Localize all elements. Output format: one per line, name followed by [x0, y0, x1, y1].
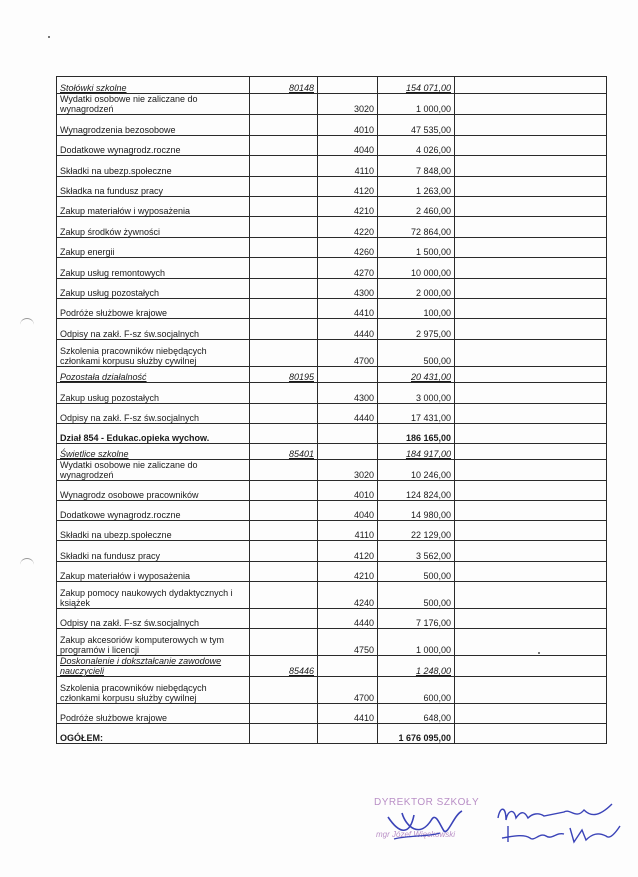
- amount-cell: 10 000,00: [378, 258, 455, 279]
- paragraph-code: 4410: [318, 299, 378, 319]
- table-row: [57, 541, 607, 562]
- table-row: [57, 136, 607, 156]
- empty-cell: [455, 481, 607, 501]
- amount-cell: 154 071,00: [378, 77, 455, 94]
- chapter-code: [250, 94, 318, 115]
- table-row: [57, 156, 607, 177]
- item-name: Dodatkowe wynagrodz.roczne: [57, 136, 250, 156]
- empty-cell: [455, 724, 607, 744]
- amount-cell: 124 824,00: [378, 481, 455, 501]
- empty-cell: [455, 367, 607, 383]
- empty-cell: [455, 656, 607, 677]
- table-row: [57, 481, 607, 501]
- item-name: Wynagrodzenia bezosobowe: [57, 115, 250, 136]
- amount-cell: 500,00: [378, 340, 455, 367]
- table-row: [57, 299, 607, 319]
- item-name: Odpisy na zakł. F-sz św.socjalnych: [57, 404, 250, 424]
- director-signature: [380, 805, 470, 845]
- paragraph-code: 4300: [318, 383, 378, 404]
- amount-cell: 2 975,00: [378, 319, 455, 340]
- amount-cell: 2 460,00: [378, 197, 455, 217]
- item-name: Składki na ubezp.społeczne: [57, 521, 250, 541]
- paragraph-code: 4260: [318, 238, 378, 258]
- table-row: [57, 677, 607, 704]
- paragraph-code: 4700: [318, 340, 378, 367]
- paragraph-code: 4440: [318, 609, 378, 629]
- amount-cell: 648,00: [378, 704, 455, 724]
- empty-cell: [455, 424, 607, 444]
- empty-cell: [455, 177, 607, 197]
- paragraph-code: 4300: [318, 279, 378, 299]
- amount-cell: 600,00: [378, 677, 455, 704]
- empty-cell: [455, 704, 607, 724]
- amount-cell: 14 980,00: [378, 501, 455, 521]
- amount-cell: 100,00: [378, 299, 455, 319]
- amount-cell: 22 129,00: [378, 521, 455, 541]
- paragraph-code: 4240: [318, 582, 378, 609]
- empty-cell: [455, 582, 607, 609]
- empty-cell: [455, 299, 607, 319]
- chapter-code: [250, 460, 318, 481]
- paragraph-code: 4270: [318, 258, 378, 279]
- amount-cell: 184 917,00: [378, 444, 455, 460]
- item-name: Zakup usług remontowych: [57, 258, 250, 279]
- item-name: Wydatki osobowe nie zaliczane do wynagrodzeń: [57, 94, 250, 115]
- section-row: [57, 656, 607, 677]
- chapter-code: [250, 238, 318, 258]
- item-name: Zakup usług pozostałych: [57, 279, 250, 299]
- chapter-code: [250, 136, 318, 156]
- amount-cell: 17 431,00: [378, 404, 455, 424]
- amount-cell: 1 263,00: [378, 177, 455, 197]
- chapter-code: 80148: [250, 77, 318, 94]
- item-name: Wydatki osobowe nie zaliczane do wynagrodzeń: [57, 460, 250, 481]
- empty-cell: [455, 156, 607, 177]
- table-row: [57, 197, 607, 217]
- paragraph-code: 3020: [318, 460, 378, 481]
- empty-cell: [455, 609, 607, 629]
- section-row: [57, 444, 607, 460]
- paragraph-code: [318, 424, 378, 444]
- paragraph-code: 4110: [318, 156, 378, 177]
- chapter-code: [250, 279, 318, 299]
- chapter-code: [250, 704, 318, 724]
- amount-cell: 1 676 095,00: [378, 724, 455, 744]
- amount-cell: 1 500,00: [378, 238, 455, 258]
- empty-cell: [455, 136, 607, 156]
- item-name: Dział 854 - Edukac.opieka wychow.: [57, 424, 250, 444]
- amount-cell: 7 176,00: [378, 609, 455, 629]
- amount-cell: 2 000,00: [378, 279, 455, 299]
- paragraph-code: 4700: [318, 677, 378, 704]
- chapter-code: [250, 177, 318, 197]
- empty-cell: [455, 383, 607, 404]
- paragraph-code: [318, 724, 378, 744]
- item-name: Stołówki szkolne: [57, 77, 250, 94]
- chapter-code: [250, 299, 318, 319]
- item-name: Zakup materiałów i wyposażenia: [57, 562, 250, 582]
- item-name: Składki na fundusz pracy: [57, 541, 250, 562]
- item-name: Doskonalenie i dokształcanie zawodowe nauczycieli: [57, 656, 250, 677]
- empty-cell: [455, 521, 607, 541]
- budget-table-body: [57, 77, 607, 744]
- chapter-code: [250, 217, 318, 238]
- item-name: Zakup materiałów i wyposażenia: [57, 197, 250, 217]
- chapter-code: [250, 258, 318, 279]
- chapter-code: [250, 156, 318, 177]
- paragraph-code: 4220: [318, 217, 378, 238]
- chapter-code: [250, 629, 318, 656]
- table-row: [57, 562, 607, 582]
- empty-cell: [455, 238, 607, 258]
- empty-cell: [455, 115, 607, 136]
- empty-cell: [455, 217, 607, 238]
- chapter-code: [250, 609, 318, 629]
- table-row: [57, 177, 607, 197]
- item-name: Zakup usług pozostałych: [57, 383, 250, 404]
- empty-cell: [455, 444, 607, 460]
- chapter-code: 85401: [250, 444, 318, 460]
- amount-cell: 186 165,00: [378, 424, 455, 444]
- item-name: Zakup pomocy naukowych dydaktycznych i książek: [57, 582, 250, 609]
- table-row: [57, 217, 607, 238]
- section-row: [57, 77, 607, 94]
- table-row: [57, 94, 607, 115]
- table-row: [57, 115, 607, 136]
- table-row: [57, 629, 607, 656]
- chapter-code: [250, 562, 318, 582]
- section-row: [57, 367, 607, 383]
- table-row: [57, 279, 607, 299]
- paragraph-code: 4120: [318, 541, 378, 562]
- amount-cell: 500,00: [378, 582, 455, 609]
- table-row: [57, 460, 607, 481]
- table-row: [57, 383, 607, 404]
- amount-cell: 3 000,00: [378, 383, 455, 404]
- paragraph-code: 4440: [318, 319, 378, 340]
- stamp-title: DYREKTOR SZKOŁY: [374, 797, 480, 808]
- punch-hole-mark: [20, 318, 34, 329]
- empty-cell: [455, 460, 607, 481]
- amount-cell: 500,00: [378, 562, 455, 582]
- amount-cell: 72 864,00: [378, 217, 455, 238]
- paragraph-code: 4110: [318, 521, 378, 541]
- paragraph-code: 4010: [318, 481, 378, 501]
- chapter-code: [250, 481, 318, 501]
- paragraph-code: [318, 77, 378, 94]
- paragraph-code: 4210: [318, 562, 378, 582]
- scan-dot: [538, 652, 540, 654]
- empty-cell: [455, 501, 607, 521]
- chapter-code: [250, 501, 318, 521]
- empty-cell: [455, 404, 607, 424]
- paragraph-code: 4410: [318, 704, 378, 724]
- chapter-code: [250, 424, 318, 444]
- item-name: Wynagrodz osobowe pracowników: [57, 481, 250, 501]
- empty-cell: [455, 629, 607, 656]
- item-name: Szkolenia pracowników niebędących członkami korpusu służby cywilnej: [57, 340, 250, 367]
- empty-cell: [455, 77, 607, 94]
- paragraph-code: 4750: [318, 629, 378, 656]
- table-row: [57, 582, 607, 609]
- paragraph-code: 4120: [318, 177, 378, 197]
- chapter-code: [250, 115, 318, 136]
- item-name: Świetlice szkolne: [57, 444, 250, 460]
- empty-cell: [455, 258, 607, 279]
- item-name: Zakup środków żywności: [57, 217, 250, 238]
- chapter-code: [250, 197, 318, 217]
- table-row: [57, 501, 607, 521]
- chapter-code: [250, 724, 318, 744]
- chapter-code: 85446: [250, 656, 318, 677]
- paragraph-code: [318, 367, 378, 383]
- paragraph-code: [318, 444, 378, 460]
- total-row: [57, 724, 607, 744]
- amount-cell: 10 246,00: [378, 460, 455, 481]
- table-row: [57, 258, 607, 279]
- table-row: [57, 609, 607, 629]
- paragraph-code: 4040: [318, 501, 378, 521]
- empty-cell: [455, 197, 607, 217]
- amount-cell: 1 248,00: [378, 656, 455, 677]
- paragraph-code: 3020: [318, 94, 378, 115]
- paragraph-code: [318, 656, 378, 677]
- item-name: Składka na fundusz pracy: [57, 177, 250, 197]
- stamp-name: mgr Józef Więckowski: [376, 830, 456, 839]
- table-row: [57, 704, 607, 724]
- table-row: [57, 404, 607, 424]
- paragraph-code: 4440: [318, 404, 378, 424]
- amount-cell: 3 562,00: [378, 541, 455, 562]
- paragraph-code: 4210: [318, 197, 378, 217]
- item-name: Dodatkowe wynagrodz.roczne: [57, 501, 250, 521]
- item-name: Składki na ubezp.społeczne: [57, 156, 250, 177]
- empty-cell: [455, 541, 607, 562]
- amount-cell: 7 848,00: [378, 156, 455, 177]
- chapter-code: [250, 340, 318, 367]
- item-name: Zakup energii: [57, 238, 250, 258]
- paragraph-code: 4040: [318, 136, 378, 156]
- punch-hole-mark: [20, 558, 34, 569]
- amount-cell: 20 431,00: [378, 367, 455, 383]
- item-name: OGÓŁEM:: [57, 724, 250, 744]
- empty-cell: [455, 677, 607, 704]
- amount-cell: 4 026,00: [378, 136, 455, 156]
- amount-cell: 1 000,00: [378, 94, 455, 115]
- chapter-code: [250, 582, 318, 609]
- empty-cell: [455, 279, 607, 299]
- item-name: Zakup akcesoriów komputerowych w tym programów i licencji: [57, 629, 250, 656]
- table-row: [57, 340, 607, 367]
- empty-cell: [455, 340, 607, 367]
- item-name: Podróże służbowe krajowe: [57, 299, 250, 319]
- table-row: [57, 521, 607, 541]
- accountant-signature: [494, 798, 624, 846]
- chapter-code: 80195: [250, 367, 318, 383]
- empty-cell: [455, 94, 607, 115]
- item-name: Podróże służbowe krajowe: [57, 704, 250, 724]
- empty-cell: [455, 319, 607, 340]
- amount-cell: 1 000,00: [378, 629, 455, 656]
- chapter-code: [250, 677, 318, 704]
- item-name: Odpisy na zakł. F-sz św.socjalnych: [57, 609, 250, 629]
- chapter-code: [250, 521, 318, 541]
- item-name: Pozostała działalność: [57, 367, 250, 383]
- item-name: Odpisy na zakł. F-sz św.socjalnych: [57, 319, 250, 340]
- amount-cell: 47 535,00: [378, 115, 455, 136]
- paragraph-code: 4010: [318, 115, 378, 136]
- table-row: [57, 319, 607, 340]
- table-row: [57, 238, 607, 258]
- item-name: Szkolenia pracowników niebędących członkami korpusu służby cywilnej: [57, 677, 250, 704]
- chapter-code: [250, 404, 318, 424]
- chapter-code: [250, 383, 318, 404]
- total-row: [57, 424, 607, 444]
- empty-cell: [455, 562, 607, 582]
- chapter-code: [250, 319, 318, 340]
- scan-dot: [48, 36, 50, 38]
- budget-table: [56, 76, 607, 744]
- chapter-code: [250, 541, 318, 562]
